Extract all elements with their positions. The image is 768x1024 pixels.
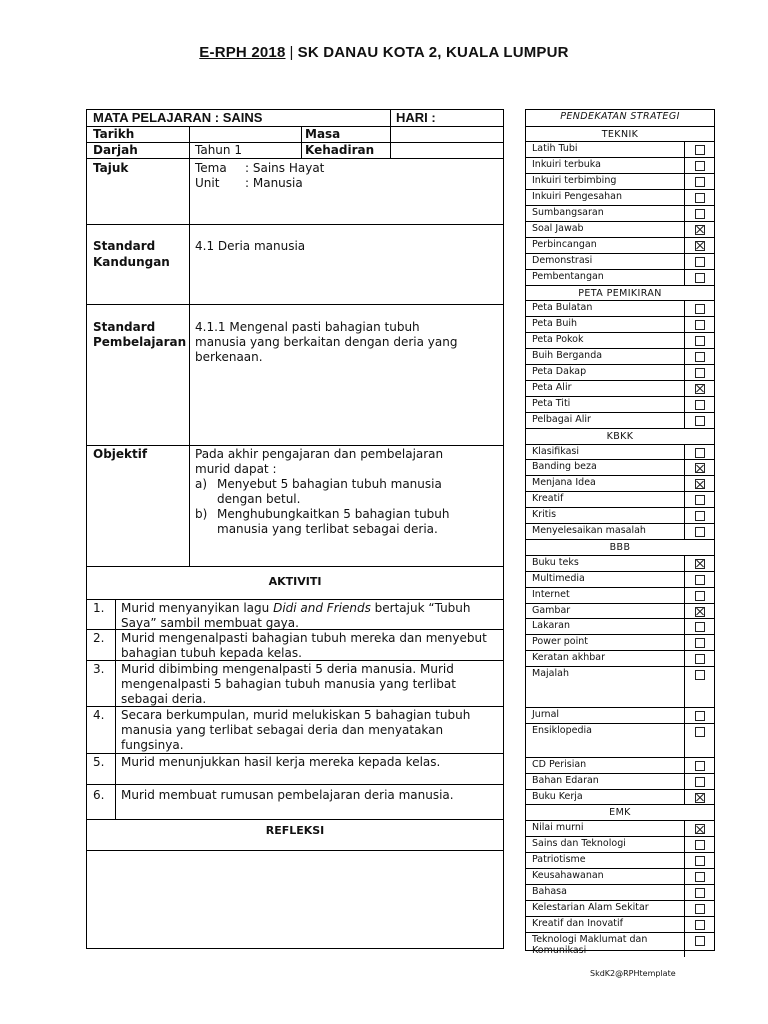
strategy-item-label: Teknologi Maklumat dan Komunikasi bbox=[532, 933, 648, 956]
section-heading bbox=[526, 539, 714, 556]
theme-value: : Sains Hayat bbox=[245, 161, 325, 175]
strategy-item-label: Kelestarian Alam Sekitar bbox=[532, 901, 649, 913]
activity-text: Murid dibimbing mengenalpasti 5 deria manusia. Murid mengenalpasti 5 bahagian tubuh manusia yang terlibat sebagai deria. bbox=[121, 662, 456, 706]
strategy-item bbox=[526, 571, 714, 588]
strategy-item bbox=[526, 348, 714, 365]
strategy-item-label: Bahan Edaran bbox=[532, 774, 599, 786]
strategy-item-label: Demonstrasi bbox=[532, 254, 593, 266]
strategy-item bbox=[526, 189, 714, 206]
checkbox[interactable] bbox=[695, 622, 705, 632]
strategy-item-label: Patriotisme bbox=[532, 854, 586, 866]
activity-number: 4. bbox=[93, 708, 105, 722]
activity-number: 1. bbox=[93, 601, 105, 615]
checkbox[interactable] bbox=[695, 161, 705, 171]
strategy-item-label: Inkuiri terbimbing bbox=[532, 175, 617, 187]
strategy-item bbox=[526, 332, 714, 349]
strategy-item bbox=[526, 444, 714, 461]
checkbox[interactable] bbox=[695, 936, 705, 946]
strategy-item bbox=[526, 157, 714, 174]
strategy-item-label: Peta Bulatan bbox=[532, 302, 593, 314]
checked-checkbox[interactable] bbox=[695, 384, 705, 394]
learning-standard-value: 4.1.1 Mengenal pasti bahagian tubuh manusia yang berkaitan dengan deria yang berkenaan. bbox=[195, 320, 458, 364]
strategy-item-label: Nilai murni bbox=[532, 822, 584, 834]
checkbox[interactable] bbox=[695, 840, 705, 850]
checked-checkbox[interactable] bbox=[695, 607, 705, 617]
class-label: Darjah bbox=[93, 143, 138, 157]
strategy-item bbox=[526, 555, 714, 572]
strategy-item-label: Multimedia bbox=[532, 572, 585, 584]
checkbox[interactable] bbox=[695, 872, 705, 882]
strategy-item-label: Buku Kerja bbox=[532, 790, 583, 802]
checkbox[interactable] bbox=[695, 368, 705, 378]
strategy-item-label: Menyelesaikan masalah bbox=[532, 525, 646, 536]
strategy-item bbox=[526, 269, 714, 286]
topic-label: Tajuk bbox=[93, 161, 129, 175]
checkbox[interactable] bbox=[695, 920, 705, 930]
time-label: Masa bbox=[305, 127, 341, 141]
class-value: Tahun 1 bbox=[195, 143, 242, 157]
strategy-item bbox=[526, 836, 714, 853]
strategy-item-label: Bahasa bbox=[532, 885, 567, 897]
activity-text: Murid mengenalpasti bahagian tubuh mereka dan menyebut bahagian tubuh kepada kelas. bbox=[121, 631, 487, 660]
strategy-item bbox=[526, 666, 714, 708]
learning-standard-label-1: Standard bbox=[93, 320, 156, 334]
strategy-item-label: Sumbangsaran bbox=[532, 207, 604, 218]
strategy-item-label: Power point bbox=[532, 636, 588, 648]
strategy-item bbox=[526, 300, 714, 317]
strategy-item-label: Menjana Idea bbox=[532, 477, 596, 489]
checkbox[interactable] bbox=[695, 495, 705, 505]
checkbox[interactable] bbox=[695, 257, 705, 267]
objective-label: Objektif bbox=[93, 447, 148, 461]
strategy-item-label: Keusahawanan bbox=[532, 870, 604, 882]
strategy-item bbox=[526, 852, 714, 869]
checkbox[interactable] bbox=[695, 527, 705, 537]
activity-number: 5. bbox=[93, 755, 105, 769]
strategy-item bbox=[526, 634, 714, 651]
strategy-item-label: Peta Alir bbox=[532, 381, 572, 393]
strategy-item-label: Inkuiri terbuka bbox=[532, 159, 601, 171]
strategy-item bbox=[526, 916, 714, 933]
strategy-item-label: Pembentangan bbox=[532, 270, 604, 282]
checkbox[interactable] bbox=[695, 591, 705, 601]
checkbox[interactable] bbox=[695, 352, 705, 362]
checkbox[interactable] bbox=[695, 273, 705, 283]
strategy-item bbox=[526, 932, 714, 958]
reflection-heading: REFLEKSI bbox=[265, 824, 325, 837]
strategy-item bbox=[526, 459, 714, 476]
date-label: Tarikh bbox=[93, 127, 135, 141]
content-standard-label-1: Standard bbox=[93, 239, 156, 253]
strategy-item-label: Perbincangan bbox=[532, 238, 597, 250]
checked-checkbox[interactable] bbox=[695, 559, 705, 569]
activity-text: Murid membuat rumusan pembelajaran deria manusia. bbox=[121, 788, 454, 802]
checked-checkbox[interactable] bbox=[695, 793, 705, 803]
objective-b: Menghubungkaitkan 5 bahagian tubuh manusia yang terlibat sebagai deria. bbox=[217, 507, 450, 536]
strategy-item-label: Banding beza bbox=[532, 461, 597, 473]
checkbox[interactable] bbox=[695, 511, 705, 521]
strategy-item bbox=[526, 507, 714, 524]
strategy-item bbox=[526, 364, 714, 381]
strategy-item-label: Gambar bbox=[532, 604, 571, 616]
strategy-item bbox=[526, 587, 714, 604]
strategy-item bbox=[526, 884, 714, 901]
strategy-item bbox=[526, 380, 714, 397]
checkbox[interactable] bbox=[695, 904, 705, 914]
strategy-item-label: CD Perisian bbox=[532, 758, 587, 770]
strategy-item bbox=[526, 141, 714, 158]
strategy-item-label: Jurnal bbox=[532, 709, 560, 721]
strategy-item bbox=[526, 900, 714, 917]
content-standard-value: 4.1 Deria manusia bbox=[195, 239, 306, 253]
strategy-item-label: Kreatif bbox=[532, 493, 564, 505]
checkbox[interactable] bbox=[695, 177, 705, 187]
checked-checkbox[interactable] bbox=[695, 463, 705, 473]
subject-field: MATA PELAJARAN : SAINS bbox=[93, 110, 263, 125]
checkbox[interactable] bbox=[695, 336, 705, 346]
strategy-item-label: Internet bbox=[532, 588, 570, 600]
strategy-item bbox=[526, 603, 714, 620]
strategy-item-label: Kritis bbox=[532, 509, 557, 521]
section-heading-label: TEKNIK bbox=[601, 128, 639, 140]
activity-number: 3. bbox=[93, 662, 105, 676]
strategy-item-label: Majalah bbox=[532, 668, 569, 680]
strategy-checklist bbox=[525, 109, 715, 956]
checkbox[interactable] bbox=[695, 400, 705, 410]
learning-standard-label-2: Pembelajaran bbox=[93, 335, 187, 349]
section-heading-label: EMK bbox=[609, 807, 631, 819]
strategy-title: PENDEKATAN STRATEGI bbox=[560, 111, 680, 122]
activity-text: Murid menunjukkan hasil kerja mereka kepada kelas. bbox=[121, 755, 441, 769]
unit-value: : Manusia bbox=[245, 176, 303, 190]
strategy-item-label: Sains dan Teknologi bbox=[532, 838, 626, 850]
strategy-item-label: Latih Tubi bbox=[532, 143, 578, 155]
strategy-item bbox=[526, 618, 714, 635]
strategy-item-label: Peta Titi bbox=[532, 397, 571, 409]
objective-a-key: a) bbox=[195, 477, 208, 491]
strategy-item bbox=[526, 237, 714, 254]
section-heading bbox=[526, 285, 714, 302]
strategy-item bbox=[526, 412, 714, 429]
theme-label: Tema bbox=[195, 161, 227, 175]
checked-checkbox[interactable] bbox=[695, 824, 705, 834]
activity-text: Secara berkumpulan, murid melukiskan 5 bahagian tubuh manusia yang terlibat sebagai deria dan menyatakan fungsinya. bbox=[121, 708, 471, 752]
strategy-item-label: Soal Jawab bbox=[532, 222, 584, 234]
checkbox[interactable] bbox=[695, 448, 705, 458]
activity-text: Murid menyanyikan lagu Didi and Friends bertajuk “Tubuh Saya” sambil membuat gaya. bbox=[121, 601, 471, 630]
strategy-item bbox=[526, 316, 714, 333]
activities-heading: AKTIVITI bbox=[268, 575, 322, 588]
page-title bbox=[0, 44, 768, 61]
title-separator: | bbox=[289, 44, 294, 61]
section-heading bbox=[526, 804, 714, 821]
checkbox[interactable] bbox=[695, 761, 705, 771]
checkbox[interactable] bbox=[695, 711, 705, 721]
strategy-item bbox=[526, 789, 714, 806]
strategy-item-label: Lakaran bbox=[532, 620, 571, 632]
title-program: E-RPH 2018 bbox=[199, 44, 286, 61]
strategy-item-label: Peta Buih bbox=[532, 318, 577, 330]
objective-intro: Pada akhir pengajaran dan pembelajaran murid dapat : bbox=[195, 447, 444, 476]
strategy-item bbox=[526, 820, 714, 837]
checkbox[interactable] bbox=[695, 145, 705, 155]
section-heading-label: PETA PEMIKIRAN bbox=[578, 287, 662, 299]
day-field: HARI : bbox=[396, 110, 436, 125]
checkbox[interactable] bbox=[695, 304, 705, 314]
section-heading-label: KBKK bbox=[606, 430, 634, 442]
strategy-item bbox=[526, 773, 714, 790]
checked-checkbox[interactable] bbox=[695, 225, 705, 235]
checkbox[interactable] bbox=[695, 727, 705, 737]
checkbox[interactable] bbox=[695, 670, 705, 680]
strategy-item-label: Peta Dakap bbox=[532, 366, 587, 377]
strategy-item-label: Peta Pokok bbox=[532, 334, 584, 346]
strategy-item bbox=[526, 253, 714, 270]
strategy-item bbox=[526, 757, 714, 774]
strategy-item bbox=[526, 491, 714, 508]
strategy-item-label: Inkuiri Pengesahan bbox=[532, 191, 623, 203]
checkbox[interactable] bbox=[695, 209, 705, 219]
objective-a: Menyebut 5 bahagian tubuh manusia dengan betul. bbox=[217, 477, 442, 506]
strategy-item bbox=[526, 868, 714, 885]
section-heading bbox=[526, 126, 714, 143]
strategy-item bbox=[526, 523, 714, 540]
content-standard-label-2: Kandungan bbox=[93, 255, 170, 269]
strategy-item-label: Klasifikasi bbox=[532, 445, 580, 457]
checkbox[interactable] bbox=[695, 888, 705, 898]
checkbox[interactable] bbox=[695, 416, 705, 426]
strategy-item bbox=[526, 396, 714, 413]
checked-checkbox[interactable] bbox=[695, 479, 705, 489]
activity-number: 2. bbox=[93, 631, 105, 645]
strategy-item bbox=[526, 475, 714, 492]
checkbox[interactable] bbox=[695, 193, 705, 203]
activity-number: 6. bbox=[93, 788, 105, 802]
checked-checkbox[interactable] bbox=[695, 241, 705, 251]
title-school: SK DANAU KOTA 2, KUALA LUMPUR bbox=[297, 44, 569, 61]
objective-b-key: b) bbox=[195, 507, 208, 521]
strategy-item bbox=[526, 221, 714, 238]
checkbox[interactable] bbox=[695, 638, 705, 648]
strategy-item bbox=[526, 173, 714, 190]
section-heading bbox=[526, 428, 714, 445]
checkbox[interactable] bbox=[695, 575, 705, 585]
strategy-item bbox=[526, 723, 714, 757]
strategy-item-label: Kreatif dan Inovatif bbox=[532, 917, 624, 929]
checkbox[interactable] bbox=[695, 856, 705, 866]
strategy-item bbox=[526, 707, 714, 724]
strategy-item-label: Ensiklopedia bbox=[532, 725, 592, 737]
section-heading-label: BBB bbox=[609, 541, 631, 553]
checkbox[interactable] bbox=[695, 320, 705, 330]
checkbox[interactable] bbox=[695, 777, 705, 787]
strategy-item-label: Pelbagai Alir bbox=[532, 413, 591, 425]
unit-label: Unit bbox=[195, 176, 220, 190]
lesson-plan-table bbox=[86, 109, 504, 949]
strategy-item bbox=[526, 205, 714, 222]
strategy-item bbox=[526, 650, 714, 667]
footer-tag: SkdK2@RPHtemplate bbox=[590, 969, 676, 978]
checkbox[interactable] bbox=[695, 654, 705, 664]
attendance-label: Kehadiran bbox=[305, 143, 375, 157]
strategy-item-label: Keratan akhbar bbox=[532, 652, 606, 664]
strategy-item-label: Buih Berganda bbox=[532, 350, 603, 362]
strategy-item-label: Buku teks bbox=[532, 556, 579, 568]
